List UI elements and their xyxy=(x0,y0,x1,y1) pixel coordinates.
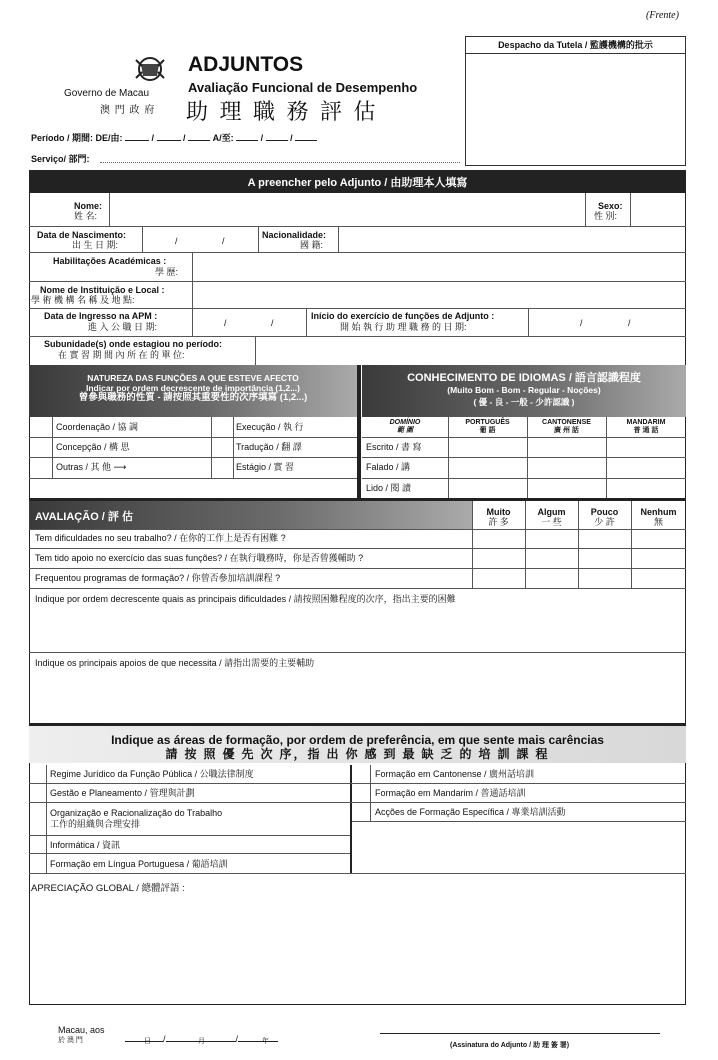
natureza-header: NATUREZA DAS FUNÇÕES A QUE ESTEVE AFECTO Indicar por ordem decrescente de importância (1,2...) 曾參與職務的性質 - 請按照其重要性的次序填寫 (1,2...) xyxy=(29,365,357,417)
funcao-execucao: Execução / 執 行 xyxy=(236,422,304,432)
col-nenhum: Nenhum 無 xyxy=(640,507,677,527)
col-pouco: Pouco 少 許 xyxy=(590,507,619,527)
servico-field[interactable] xyxy=(100,162,460,163)
macau-emblem xyxy=(133,54,167,84)
period-ate-label: A/至: xyxy=(212,133,234,143)
date-ano-label: 年 xyxy=(262,1038,269,1045)
q-principais-apoios: Indique os principais apoios de que necessita / 請指出需要的主要輔助 xyxy=(35,658,315,668)
nascimento-label-zh: 出 生 日 期: xyxy=(72,240,119,250)
period-line: Período / 期間: DE/由: / / A/至: / / xyxy=(31,131,461,144)
nascimento-slash-1: / xyxy=(175,236,178,246)
formacao-cantonense: Formação em Cantonense / 廣州話培訓 xyxy=(375,769,535,779)
nascimento-label: Data de Nascimento: xyxy=(37,230,127,240)
instituicao-field[interactable] xyxy=(195,284,683,306)
funcao-concepcao: Concepção / 構 思 xyxy=(56,442,130,452)
answer-q1-muito[interactable] xyxy=(474,531,523,546)
macau-aos: Macau, aos xyxy=(58,1025,105,1035)
assinatura-line[interactable] xyxy=(380,1033,660,1034)
funcao-outras: Outras / 其 他 ⟶ xyxy=(56,462,127,472)
date-year[interactable] xyxy=(238,1041,278,1042)
apm-slash-1: / xyxy=(224,318,227,328)
period-to-month[interactable] xyxy=(266,140,288,141)
nascimento-slash-2: / xyxy=(222,236,225,246)
answer-q1-algum[interactable] xyxy=(527,531,576,546)
date-mes-label: 月 xyxy=(198,1038,205,1045)
idioma-escrito-portugues[interactable] xyxy=(450,439,525,455)
period-from-month[interactable] xyxy=(157,140,181,141)
habilitacoes-label-zh: 學 歷: xyxy=(155,267,179,277)
col-dominio: DOMÍNIO 範 圍 xyxy=(389,419,421,434)
assinatura-label: (Assinatura do Adjunto / 助 理 簽 署) xyxy=(450,1042,570,1049)
page-title: ADJUNTOS xyxy=(188,53,304,76)
apreciacao-field[interactable] xyxy=(31,898,684,1002)
idioma-falado: Falado / 講 xyxy=(366,462,411,472)
period-from-year[interactable] xyxy=(188,140,210,141)
formacao-organizacao: Organização e Racionalização do Trabalho xyxy=(50,808,223,818)
q-formacao: Frequentou programas de formação? / 你曾否參加培訓課程 ? xyxy=(35,573,281,583)
date-dia-label: 日 xyxy=(144,1038,151,1045)
formacao-organizacao-zh: 工作的組織與合理安排 xyxy=(50,819,141,829)
nome-label-zh: 姓 名: xyxy=(74,211,98,221)
servico-label: Serviço/ 部門: xyxy=(31,154,90,164)
instituicao-label-zh: 學 術 機 構 名 稱 及 地 點: xyxy=(31,295,135,305)
col-cantonense: CANTONENSE 廣 州 話 xyxy=(542,419,591,434)
nacionalidade-label-zh: 國 籍: xyxy=(300,240,324,250)
idiomas-header: CONHECIMENTO DE IDIOMAS / 語言認識程度 (Muito Bom - Bom - Regular - Noções) ( 優 - 良 - 一般 - 少許認識 ) xyxy=(362,365,686,417)
col-portugues: PORTUGUÊS 葡 語 xyxy=(465,419,510,434)
inicio-slash-1: / xyxy=(580,318,583,328)
rank-coordenacao[interactable] xyxy=(31,419,50,435)
rank-cantonense[interactable] xyxy=(354,767,368,781)
page-subtitle: Avaliação Funcional de Desempenho xyxy=(188,80,418,95)
page-title-zh: 助 理 職 務 評 估 xyxy=(186,99,379,124)
formacao-gestao: Gestão e Planeamento / 管理與計劃 xyxy=(50,788,195,798)
apm-label: Data de Ingresso na APM : xyxy=(44,311,158,321)
apoios-field[interactable] xyxy=(31,670,684,720)
section-adjunto-bar: A preencher pelo Adjunto / 由助理本人填寫 xyxy=(29,170,686,193)
funcao-coordenacao: Coordenação / 協 調 xyxy=(56,422,139,432)
nome-field[interactable] xyxy=(112,196,582,223)
period-label: Período / 期間: DE/由: xyxy=(31,133,123,143)
idioma-escrito: Escrito / 書 寫 xyxy=(366,442,422,452)
inicio-slash-2: / xyxy=(628,318,631,328)
period-from-day[interactable] xyxy=(125,140,149,141)
formacao-mandarim: Formação em Mandarim / 普通話培訓 xyxy=(375,788,526,798)
inicio-label-zh: 開 始 執 行 助 理 職 務 的 日 期: xyxy=(340,322,467,332)
rank-regime[interactable] xyxy=(31,767,44,781)
apreciacao-label: APRECIAÇÃO GLOBAL / 總體評語 : xyxy=(31,883,185,894)
gov-zh: 澳 門 政 府 xyxy=(100,105,156,116)
funcao-estagio: Estágio / 實 習 xyxy=(236,462,295,472)
funcao-traducao: Tradução / 翻 譯 xyxy=(236,442,302,452)
nacionalidade-label: Nacionalidade: xyxy=(262,230,327,240)
gov-pt: Governo de Macau xyxy=(64,88,150,99)
inicio-label: Início do exercício de funções de Adjunto : xyxy=(311,311,495,321)
formacao-especifica: Acções de Formação Específica / 專業培訓活動 xyxy=(375,807,566,817)
apm-slash-2: / xyxy=(271,318,274,328)
q-apoio: Tem tido apoio no exercício das suas funções? / 在執行職務時，你是否曾獲輔助 ? xyxy=(35,553,364,563)
idioma-lido: Lido / 閱 讀 xyxy=(366,483,412,493)
frente-label: (Frente) xyxy=(646,10,679,21)
avaliacao-bar: AVALIAÇÃO / 評 估 xyxy=(29,501,472,529)
habilitacoes-label: Habilitações Académicas : xyxy=(53,256,167,266)
formacao-header: Indique as áreas de formação, por ordem de preferência, em que sente mais carências 請 按 照 優 先 次 序，指 出 你 感 到 最 缺 乏 的 培 訓 課 程 xyxy=(29,726,686,763)
instituicao-label: Nome de Instituição e Local : xyxy=(40,285,165,295)
subunidade-label: Subunidade(s) onde estagiou no período: xyxy=(44,339,222,349)
despacho-label: Despacho da Tutela / 監護機構的批示 xyxy=(466,37,685,54)
formacao-regime: Regime Jurídico da Função Pública / 公職法律制度 xyxy=(50,769,254,779)
sexo-label-zh: 性 別: xyxy=(594,211,618,221)
formacao-portugues: Formação em Língua Portuguesa / 葡語培訓 xyxy=(50,859,228,869)
period-to-day[interactable] xyxy=(236,140,258,141)
despacho-box xyxy=(465,36,686,166)
habilitacoes-field[interactable] xyxy=(195,255,683,279)
nome-label: Nome: xyxy=(74,201,103,211)
formacao-informatica: Informática / 資訊 xyxy=(50,840,121,850)
col-muito: Muito 許 多 xyxy=(486,507,511,527)
q-principais-dificuldades: Indique por ordem decrescente quais as principais dificuldades / 請按照困難程度的次序，指出主要的困難 xyxy=(35,594,456,604)
macau-aos-zh: 於 澳 門 xyxy=(58,1037,83,1044)
col-mandarim: MANDARIM 普 通 話 xyxy=(626,419,666,434)
sexo-field[interactable] xyxy=(633,196,683,223)
nacionalidade-field[interactable] xyxy=(341,229,681,250)
subunidade-field[interactable] xyxy=(258,339,683,363)
subunidade-label-zh: 在 實 習 期 間 內 所 在 的 單 位: xyxy=(58,350,185,360)
sexo-label: Sexo: xyxy=(598,201,623,211)
col-algum: Algum 一 些 xyxy=(537,507,566,527)
date-line: / / xyxy=(125,1034,285,1044)
rank-execucao[interactable] xyxy=(213,419,231,435)
q-dificuldades: Tem dificuldades no seu trabalho? / 在你的工作上是否有困難 ? xyxy=(35,533,286,543)
apm-label-zh: 進 入 公 職 日 期: xyxy=(88,322,158,332)
period-to-year[interactable] xyxy=(295,140,317,141)
dificuldades-field[interactable] xyxy=(31,606,684,650)
